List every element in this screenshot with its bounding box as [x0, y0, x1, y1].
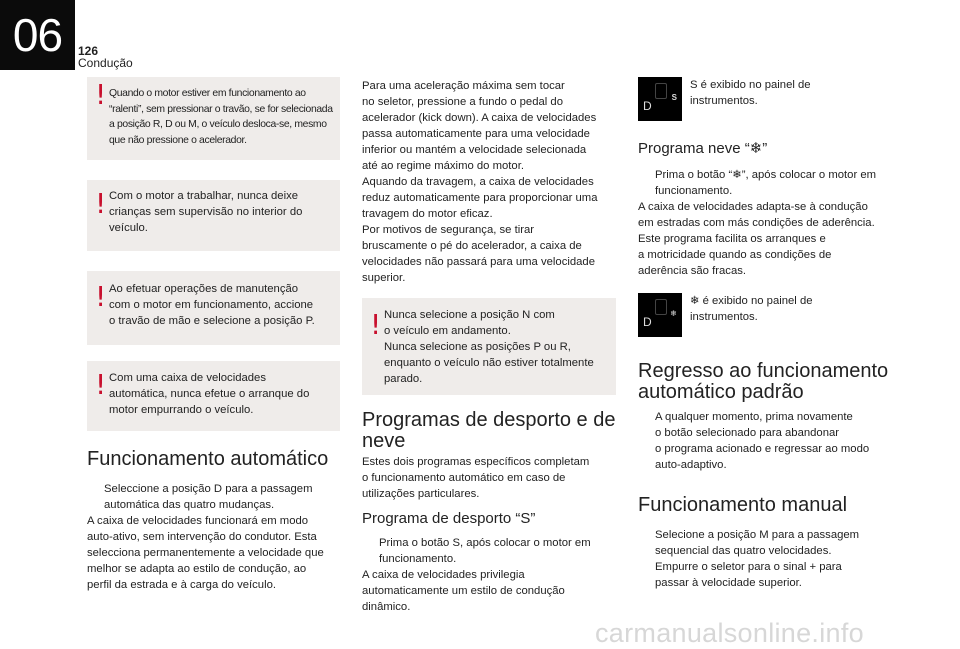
heading-snow: Programa neve “❄”: [638, 140, 768, 157]
caption: ❄ é exibido no painel de instrumentos.: [690, 295, 813, 323]
warning-box: ! Quando o motor estiver em funcionamento ao “ralenti”, sem pressionar o travão, se for selecionada a posição R, D ou M, o veículo desloca-se, mesmo que não pressione o acelerador.: [87, 77, 340, 160]
section-title: Condução: [78, 56, 133, 70]
warning-icon: !: [370, 308, 382, 341]
instrument-panel-sport-image: D S: [638, 77, 682, 121]
heading-automatic: Funcionamento automático: [87, 448, 329, 470]
warning-box: ! Nunca selecione a posição N com o veículo em andamento. Nunca selecione as posições P ou R, enquanto o veículo não estiver totalmente parado.: [362, 298, 616, 395]
warning-icon: !: [95, 368, 107, 401]
page-number: 126: [78, 44, 99, 58]
instrument-panel-snow-image: D ❄: [638, 293, 682, 337]
paragraph: A caixa de velocidades privilegia automaticamente um estilo de condução dinâmico.: [362, 569, 565, 613]
bullet-item: Selecione a posição M para a passagem sequencial das quatro velocidades.: [655, 529, 860, 557]
bullet-item: Empurre o seletor para o sinal + para passar à velocidade superior.: [655, 561, 842, 589]
warning-box: ! Com uma caixa de velocidades automática, nunca efetue o arranque do motor empurrando o veículo.: [87, 361, 340, 431]
warning-box: ! Com o motor a trabalhar, nunca deixe crianças sem supervisão no interior do veículo.: [87, 180, 340, 251]
heading-manual: Funcionamento manual: [638, 494, 848, 516]
heading-sport: Programa de desporto “S”: [362, 510, 536, 527]
paragraph: A caixa de velocidades funcionará em modo auto-ativo, sem intervenção do condutor. Esta selecciona permanentemente a velocidade que melhor se adapta ao estilo de condução, ao perfil da estrada e à carga do veículo.: [87, 515, 324, 591]
warning-icon: !: [95, 187, 107, 220]
paragraph: A caixa de velocidades adapta-se à condução em estradas com más condições de aderência. Este programa facilita os arranques e a motricidade quando as condições de aderência são fracas.: [638, 201, 875, 277]
watermark: carmanualsonline.info: [595, 618, 864, 648]
heading-return: Regresso ao funcionamento automático padrão: [638, 360, 889, 403]
bullet-item: Prima o botão “❄”, após colocar o motor em funcionamento.: [655, 169, 877, 197]
column-1: [87, 77, 340, 593]
bullet-item: Seleccione a posição D para a passagem automática das quatro mudanças.: [104, 483, 313, 511]
paragraph: Para uma aceleração máxima sem tocar no seletor, pressione a fundo o pedal do acelerador (kick down). A caixa de velocidades passa automaticamente para uma velocidade inferior ou mantém a velocidade selecionada até ao regime máximo do motor. Aquando da travagem, a caixa de velocidades reduz automaticamente para proporcionar uma travagem do motor eficaz. Por motivos de segurança, se tirar bruscamente o pé do acelerador, a caixa de velocidades não passará para uma velocidade superior.: [362, 80, 598, 284]
column-3: [638, 77, 898, 617]
warning-box: ! Ao efetuar operações de manutenção com o motor em funcionamento, accione o travão de mão e selecione a posição P.: [87, 271, 340, 345]
chapter-number: 06: [0, 0, 75, 70]
heading-programs: Programas de desporto e de neve: [362, 409, 616, 452]
caption: S é exibido no painel de instrumentos.: [690, 79, 811, 107]
column-2: [362, 78, 618, 615]
bullet-item: Prima o botão S, após colocar o motor em funcionamento.: [379, 537, 591, 565]
paragraph: Estes dois programas específicos completam o funcionamento automático em caso de utilizações particulares.: [362, 456, 590, 500]
bullet-item: A qualquer momento, prima novamente o botão selecionado para abandonar o programa acionado e regressar ao modo auto-adaptivo.: [655, 411, 870, 471]
warning-icon: !: [95, 78, 107, 111]
warning-icon: !: [95, 280, 107, 313]
